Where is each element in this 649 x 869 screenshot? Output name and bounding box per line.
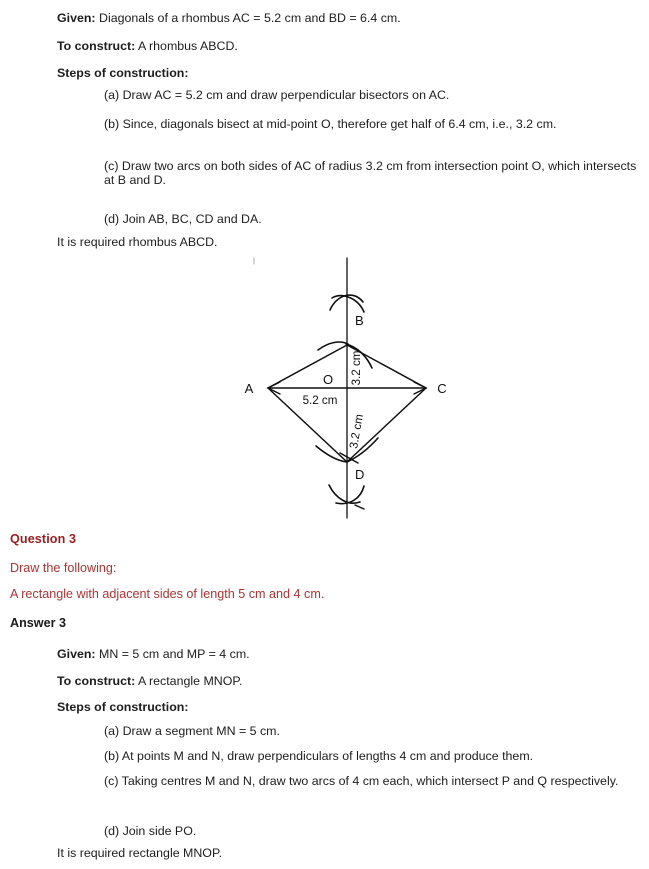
steps-heading-rectangle: Steps of construction:	[57, 700, 189, 714]
step-b-rectangle: (b) At points M and N, draw perpendiculars of lengths 4 cm and produce them.	[104, 749, 534, 763]
arc-bottom-tick	[355, 505, 364, 509]
steps-heading-rhombus: Steps of construction:	[57, 66, 189, 80]
measure-label-ob: 3.2 cm	[350, 350, 363, 386]
given-line-rectangle	[57, 647, 250, 661]
question3-body: A rectangle with adjacent sides of length 5 cm and 4 cm.	[10, 587, 325, 601]
step-b-rhombus: (b) Since, diagonals bisect at mid-point O, therefore get half of 6.4 cm, i.e., 3.2 cm.	[104, 117, 557, 131]
given-label-rectangle: Given:	[57, 647, 96, 661]
given-text: Diagonals of a rhombus AC = 5.2 cm and BD = 6.4 cm.	[95, 11, 401, 25]
measure-label-od: 3.2 cm	[347, 413, 366, 450]
measure-label-ac: 5.2 cm	[302, 394, 338, 407]
question3-prompt: Draw the following:	[10, 561, 117, 575]
vertex-label-a: A	[244, 381, 254, 396]
to-construct-label-rectangle: To construct:	[57, 674, 136, 688]
to-construct-line-rectangle	[57, 674, 242, 688]
arc-at-b-left	[318, 342, 348, 350]
to-construct-line-rhombus	[57, 39, 238, 53]
arc-bottom-right	[336, 486, 364, 504]
step-c-rectangle: (c) Taking centres M and N, draw two arcs of 4 cm each, which intersect P and Q respectively.	[104, 774, 619, 788]
given-line-rhombus	[57, 11, 401, 25]
to-construct-label: To construct:	[57, 39, 136, 53]
closing-line-rectangle: It is required rectangle MNOP.	[57, 846, 223, 860]
vertex-label-c: C	[437, 381, 447, 396]
answer3-heading: Answer 3	[10, 616, 66, 630]
vertex-label-d: D	[355, 467, 365, 482]
step-c-rhombus: (c) Draw two arcs on both sides of AC of radius 3.2 cm from intersection point O, which intersects at B and D.	[104, 159, 637, 187]
closing-line-rhombus: It is required rhombus ABCD.	[57, 235, 218, 249]
rhombus-construction-figure	[236, 250, 466, 525]
arc-bottom-left	[329, 485, 360, 503]
vertex-label-o: O	[322, 372, 334, 387]
step-a-rhombus: (a) Draw AC = 5.2 cm and draw perpendicular bisectors on AC.	[104, 88, 450, 102]
given-text-rectangle: MN = 5 cm and MP = 4 cm.	[95, 647, 250, 661]
step-a-rectangle: (a) Draw a segment MN = 5 cm.	[104, 724, 280, 738]
to-construct-text-rectangle: A rectangle MNOP.	[135, 674, 243, 688]
question3-heading: Question 3	[10, 532, 77, 546]
step-d-rhombus: (d) Join AB, BC, CD and DA.	[104, 212, 262, 226]
step-d-rectangle: (d) Join side PO.	[104, 824, 197, 838]
vertex-label-b: B	[355, 313, 364, 328]
to-construct-text: A rhombus ABCD.	[135, 39, 238, 53]
given-label: Given:	[57, 11, 96, 25]
